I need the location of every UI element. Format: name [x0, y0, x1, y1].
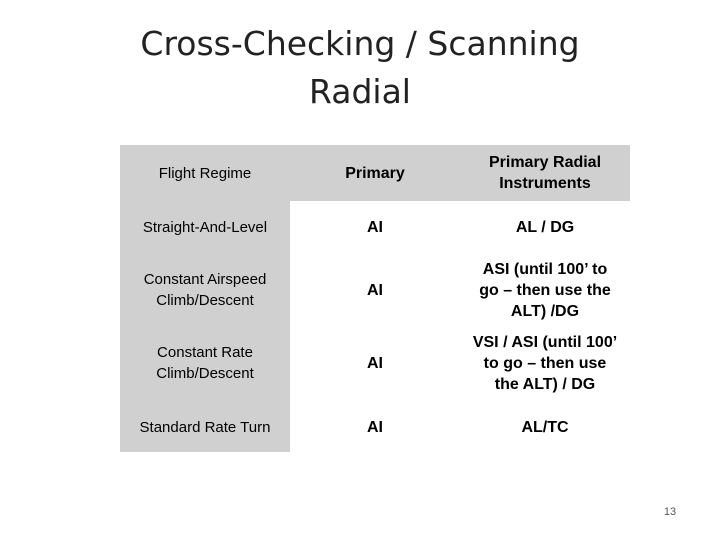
row-1-flight-regime: Straight-And-Level [142, 218, 268, 236]
row-4-primary: AI [367, 418, 383, 436]
row-3-radial-instruments: VSI / ASI (until 100’ to go – then use the ALT) / DG [472, 333, 618, 393]
row-3-primary: AI [367, 354, 383, 372]
row-1-radial-instruments: AL / DG [515, 218, 575, 236]
page-number: 13 [663, 506, 677, 518]
header-primary-radial-instruments: Primary Radial Instruments [488, 154, 602, 192]
slide-title [0, 20, 720, 116]
row-4-radial-instruments: AL/TC [521, 418, 569, 436]
slide-title-line-2: Radial [309, 72, 411, 111]
header-primary: Primary [345, 164, 405, 182]
row-2-primary: AI [367, 281, 383, 299]
instrument-table [120, 145, 630, 452]
header-flight-regime: Flight Regime [158, 164, 252, 182]
row-2-radial-instruments: ASI (until 100’ to go – then use the ALT) /DG [479, 260, 611, 320]
row-2-flight-regime: Constant Airspeed Climb/Descent [143, 271, 267, 309]
row-1-primary: AI [367, 218, 383, 236]
slide-title-line-1: Cross-Checking / Scanning [140, 24, 580, 63]
row-3-flight-regime: Constant Rate Climb/Descent [156, 344, 254, 382]
row-4-flight-regime: Standard Rate Turn [139, 418, 271, 436]
